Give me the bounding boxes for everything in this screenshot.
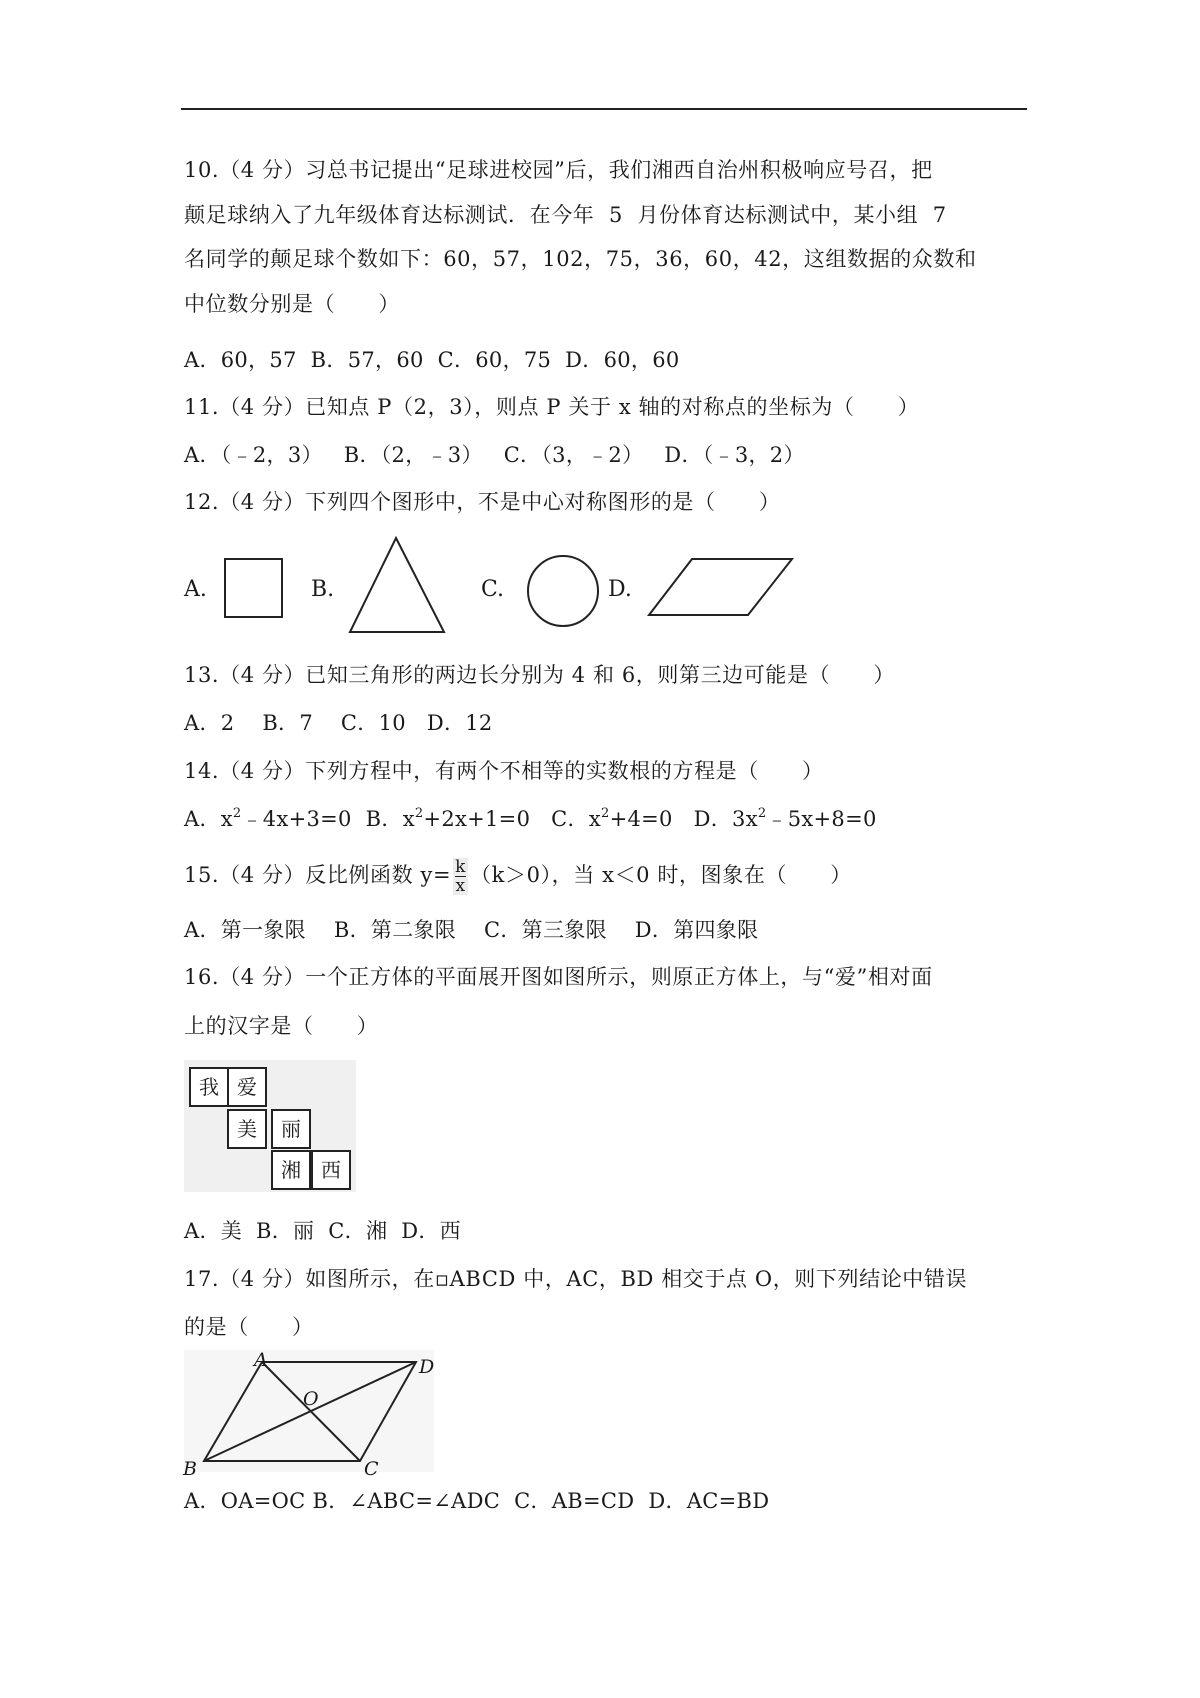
net-cell-xiang: 湘	[271, 1150, 311, 1190]
q12-label-d: D.	[608, 577, 632, 602]
q10-line2: 颠足球纳入了九年级体育达标测试．在今年 5 月份体育达标测试中，某小组 7	[184, 203, 947, 227]
point-c-label: C	[364, 1458, 379, 1480]
abcd-parallelogram-diagram	[184, 1350, 434, 1472]
q13-options: A．2 B．7 C．10 D．12	[184, 711, 493, 735]
q12-label-a: A.	[184, 577, 207, 602]
point-o-label: O	[303, 1388, 319, 1410]
point-b-label: B	[183, 1458, 197, 1480]
q14-stem: 14.（4 分）下列方程中，有两个不相等的实数根的方程是（ ）	[184, 759, 824, 783]
q10-line1: 10.（4 分）习总书记提出“足球进校园”后，我们湘西自治州积极响应号召，把	[184, 158, 933, 182]
q10-options: A．60，57 B．57，60 C．60，75 D．60，60	[184, 348, 680, 372]
net-cell-wo: 我	[189, 1067, 229, 1107]
point-d-label: D	[419, 1356, 435, 1378]
q17-line2: 的是（ ）	[184, 1315, 314, 1339]
point-a-label: A	[254, 1349, 268, 1371]
q14-options: A．$x^2﹣4x+3=0$ B．$x^2+2x+1=0$ C．$x^2+4=0$ D．$3x^2﹣5x+8=0$	[184, 806, 877, 831]
q17-line1: 17.（4 分）如图所示，在▫ABCD 中，AC，BD 相交于点 O，则下列结论中错误	[184, 1267, 968, 1291]
q17-options: A．OA=OC B．∠ABC=∠ADC C．AB=CD D．AC=BD	[184, 1489, 770, 1513]
net-cell-ai: 爱	[227, 1067, 267, 1107]
net-cell-mei: 美	[227, 1109, 267, 1149]
q16-line1: 16.（4 分）一个正方体的平面展开图如图所示，则原正方体上，与“爱”相对面	[184, 965, 933, 989]
k-over-x-fraction: $\frac{k}{x}$	[455, 857, 467, 896]
net-cell-li: 丽	[271, 1109, 311, 1149]
q10-line3: 名同学的颠足球个数如下：60，57，102，75，36，60，42，这组数据的众数和	[184, 247, 977, 271]
net-cell-xi: 西	[311, 1150, 351, 1190]
q12-label-c: C.	[481, 577, 505, 602]
q11-options: A．（﹣2，3） B．（2，﹣3） C．（3，﹣2） D．（﹣3，2）	[184, 443, 805, 467]
q16-line2: 上的汉字是（ ）	[184, 1014, 379, 1038]
circle-figure	[526, 554, 602, 630]
q15-options: A．第一象限 B．第二象限 C．第三象限 D．第四象限	[184, 918, 759, 942]
q13-stem: 13.（4 分）已知三角形的两边长分别为 4 和 6，则第三边可能是（ ）	[184, 663, 895, 687]
q16-options: A．美 B．丽 C．湘 D．西	[184, 1219, 461, 1243]
q10-line4: 中位数分别是（ ）	[184, 292, 400, 316]
parallelogram-figure	[648, 558, 796, 618]
q15-stem: 15.（4 分）反比例函数 y= $\frac{k}{x}$ （k＞0），当 x＜0 时，图象在（ ）	[184, 857, 852, 896]
q12-stem: 12.（4 分）下列四个图形中，不是中心对称图形的是（ ）	[184, 490, 781, 514]
q11-stem: 11.（4 分）已知点 P（2，3），则点 P 关于 x 轴的对称点的坐标为（ ）	[184, 395, 920, 419]
header-rule	[181, 108, 1027, 110]
q12-label-b: B.	[311, 577, 335, 602]
square-figure	[224, 558, 284, 620]
triangle-figure	[348, 536, 448, 636]
